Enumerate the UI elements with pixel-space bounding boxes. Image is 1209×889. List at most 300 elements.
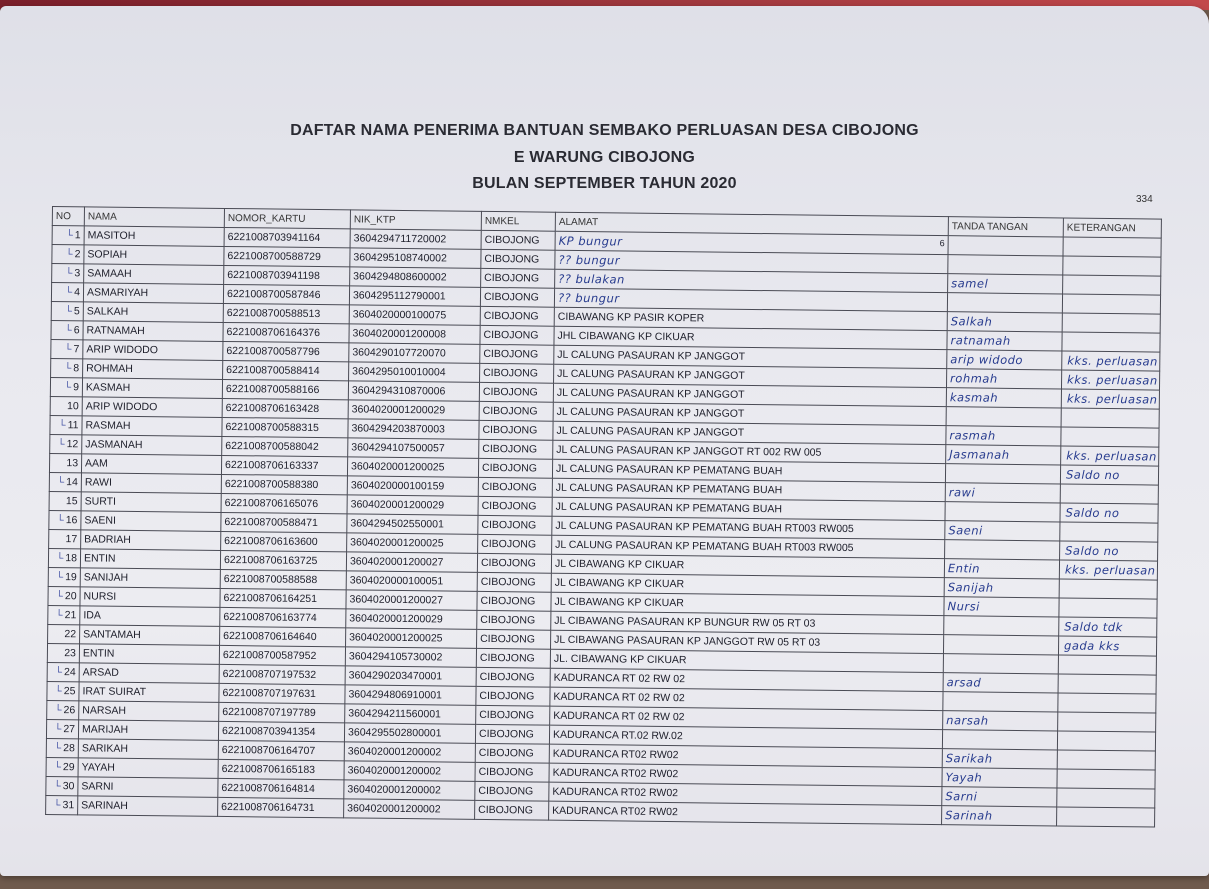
cell-nik-ktp: 3604020001200027 [346, 590, 477, 610]
cell-no [50, 415, 82, 434]
check-mark-icon: └ [65, 230, 73, 242]
cell-nomor-kartu: 6221008706165076 [221, 493, 347, 513]
cell-no [49, 510, 81, 529]
cell-keterangan [1060, 541, 1158, 561]
check-mark-icon: └ [64, 363, 72, 375]
cell-no [52, 245, 84, 264]
cell-nik-ktp: 3604020001200025 [347, 457, 478, 477]
alamat-text: CIBAWANG KP PASIR KOPER [557, 310, 705, 325]
cell-tanda-tangan: Sarinah [942, 806, 1057, 826]
header-keterangan: KETERANGAN [1063, 218, 1161, 238]
cell-no [47, 643, 79, 662]
row-number: 5 [73, 305, 80, 318]
cell-nama: AAM [81, 454, 221, 475]
alamat-suffix: 6 [939, 238, 945, 249]
cell-nik-ktp: 3604020001200008 [349, 324, 480, 344]
alamat-text: JL CIBAWANG PASAURAN KP JANGGOT RW 05 RT 03 [554, 633, 821, 649]
row-number: 14 [66, 476, 78, 489]
cell-nik-ktp: 3604020001200025 [347, 533, 478, 553]
cell-tanda-tangan [948, 236, 1063, 256]
keterangan-text: gada kks [1063, 638, 1120, 654]
cell-nomor-kartu: 6221008706164376 [223, 322, 349, 342]
row-number: 19 [65, 571, 77, 584]
keterangan-text: kks. perluasan [1067, 372, 1158, 388]
check-mark-icon: └ [64, 325, 72, 337]
alamat-text: JL CALUNG PASAURAN KP PEMATANG BUAH [555, 500, 783, 516]
cell-keterangan [1058, 712, 1156, 732]
alamat-text: JL CIBAWANG KP CIKUAR [554, 557, 685, 572]
cell-nama: RASMAH [82, 416, 222, 437]
cell-tanda-tangan: Saeni [945, 521, 1060, 541]
alamat-text: JL CALUNG PASAURAN KP PEMATANG BUAH RT003 RW005 [555, 519, 854, 536]
cell-nmkel: CIBOJONG [478, 515, 552, 535]
cell-keterangan [1060, 484, 1158, 504]
alamat-text: ?? bungur [558, 252, 621, 268]
cell-nomor-kartu: 6221008700588471 [221, 512, 347, 532]
cell-no [48, 624, 80, 643]
cell-no [46, 738, 78, 757]
keterangan-text: Saldo tdk [1064, 619, 1123, 635]
cell-keterangan [1058, 674, 1156, 694]
alamat-text: JL CALUNG PASAURAN KP JANGGOT [556, 424, 745, 439]
cell-no [48, 605, 80, 624]
cell-no [49, 491, 81, 510]
cell-keterangan [1060, 503, 1158, 523]
cell-keterangan [1061, 446, 1159, 466]
cell-nama: ARSAD [79, 663, 219, 684]
alamat-text: KADURANCA RT 02 RW 02 [553, 709, 685, 724]
cell-tanda-tangan: Entin [944, 559, 1059, 579]
cell-nomor-kartu: 6221008700587796 [223, 341, 349, 361]
cell-keterangan [1057, 769, 1155, 789]
cell-tanda-tangan: arip widodo [947, 350, 1062, 370]
cell-nmkel: CIBOJONG [476, 667, 550, 687]
cell-nama: SANIJAH [80, 568, 220, 589]
row-number: 12 [66, 438, 79, 451]
row-number: 21 [64, 609, 77, 622]
cell-tanda-tangan [947, 293, 1062, 313]
check-mark-icon: └ [54, 667, 63, 679]
cell-keterangan [1061, 370, 1159, 390]
cell-keterangan [1063, 256, 1161, 276]
alamat-text: JL CALUNG PASAURAN KP PEMATANG BUAH [555, 481, 783, 497]
cell-nik-ktp: 3604290107720070 [349, 343, 480, 363]
cell-nik-ktp: 3604294105730002 [345, 647, 476, 667]
document-period: BULAN SEPTEMBER TAHUN 2020 [472, 175, 737, 192]
keterangan-text: Saldo no [1065, 505, 1120, 521]
cell-nama: ARIP WIDODO [82, 397, 222, 418]
check-mark-icon: └ [56, 515, 64, 527]
cell-nmkel: CIBOJONG [477, 591, 551, 611]
row-number: 6 [73, 324, 80, 337]
cell-nmkel: CIBOJONG [476, 648, 550, 668]
cell-nomor-kartu: 6221008700588729 [224, 246, 350, 266]
cell-nmkel: CIBOJONG [475, 743, 549, 763]
cell-nama: ASMARIYAH [83, 283, 223, 304]
cell-nik-ktp: 3604020001200002 [344, 742, 475, 762]
check-mark-icon: └ [64, 344, 72, 356]
alamat-text: KADURANCA RT02 RW02 [552, 785, 679, 800]
cell-nama: SARINAH [78, 796, 218, 817]
cell-nomor-kartu: 6221008707197532 [219, 664, 345, 684]
check-mark-icon: └ [57, 439, 65, 451]
cell-nama: JASMANAH [82, 435, 222, 456]
page-number: 334 [1136, 194, 1153, 205]
cell-nik-ktp: 3604294806910001 [345, 685, 476, 705]
cell-no [52, 226, 84, 245]
cell-nmkel: CIBOJONG [478, 496, 552, 516]
document-title: DAFTAR NAMA PENERIMA BANTUAN SEMBAKO PERLUASAN DESA CIBOJONG [290, 122, 919, 139]
cell-tanda-tangan: Yayah [942, 768, 1057, 788]
cell-nomor-kartu: 6221008706163337 [221, 455, 347, 475]
cell-tanda-tangan: kasmah [946, 388, 1061, 408]
row-number: 3 [74, 267, 81, 280]
cell-nik-ktp: 3604020001200002 [344, 780, 475, 800]
cell-nik-ktp: 3604294502550001 [347, 514, 478, 534]
cell-nama: SAENI [81, 511, 221, 532]
cell-tanda-tangan: samel [948, 274, 1063, 294]
alamat-text: JL CALUNG PASAURAN KP JANGGOT [556, 386, 745, 401]
cell-nik-ktp: 3604020000100159 [347, 476, 478, 496]
cell-tanda-tangan: Salkah [947, 312, 1062, 332]
cell-nmkel: CIBOJONG [479, 382, 553, 402]
cell-keterangan [1062, 351, 1160, 371]
cell-tanda-tangan [945, 502, 1060, 522]
cell-nmkel: CIBOJONG [475, 781, 549, 801]
cell-keterangan [1061, 408, 1159, 428]
cell-keterangan [1061, 389, 1159, 409]
cell-tanda-tangan: rawi [945, 483, 1060, 503]
row-number: 27 [63, 723, 76, 736]
alamat-text: KP bungur [558, 233, 623, 249]
cell-tanda-tangan: Sarni [942, 787, 1057, 807]
cell-nmkel: CIBOJONG [480, 306, 554, 326]
cell-no [51, 358, 83, 377]
cell-no [46, 776, 78, 795]
cell-nik-ktp: 3604020001200027 [346, 552, 477, 572]
cell-nik-ktp: 3604020000100051 [346, 571, 477, 591]
cell-keterangan [1057, 788, 1155, 808]
cell-nama: MASITOH [84, 226, 224, 247]
row-number: 15 [65, 495, 78, 508]
cell-no [49, 472, 81, 491]
cell-no [51, 339, 83, 358]
check-mark-icon: └ [55, 610, 63, 622]
cell-tanda-tangan [944, 616, 1059, 636]
cell-nmkel: CIBOJONG [478, 534, 552, 554]
cell-nmkel: CIBOJONG [478, 458, 552, 478]
cell-keterangan [1060, 522, 1158, 542]
cell-no [50, 434, 82, 453]
cell-no [48, 548, 80, 567]
check-mark-icon: └ [65, 287, 73, 299]
cell-nmkel: CIBOJONG [479, 420, 553, 440]
cell-no [47, 681, 79, 700]
recipient-table [45, 206, 1162, 828]
row-number: 11 [67, 419, 79, 432]
row-number: 18 [65, 552, 78, 565]
cell-nmkel: CIBOJONG [476, 686, 550, 706]
cell-nama: ROHMAH [83, 359, 223, 380]
row-number: 4 [74, 286, 81, 299]
cell-nik-ktp: 3604290203470001 [345, 666, 476, 686]
alamat-text: JL CALUNG PASAURAN KP JANGGOT [557, 367, 745, 382]
keterangan-text: kks. perluasan [1067, 353, 1158, 369]
cell-keterangan [1057, 750, 1155, 770]
header-nama: NAMA [84, 207, 224, 228]
cell-nomor-kartu: 6221008707197631 [219, 683, 345, 703]
check-mark-icon: └ [63, 382, 72, 394]
row-number: 20 [64, 590, 77, 603]
cell-nama: SARNI [78, 777, 218, 798]
cell-nama: NARSAH [79, 701, 219, 722]
row-number: 7 [73, 343, 80, 356]
cell-no [51, 283, 83, 302]
cell-nomor-kartu: 6221008700588513 [223, 303, 349, 323]
cell-nmkel: CIBOJONG [477, 553, 551, 573]
cell-no [48, 567, 80, 586]
cell-nik-ktp: 3604020001200025 [346, 628, 477, 648]
cell-nama: NURSI [80, 587, 220, 608]
alamat-text: KADURANCA RT02 RW02 [552, 766, 679, 781]
cell-nomor-kartu: 6221008700588380 [221, 474, 347, 494]
cell-keterangan [1060, 465, 1158, 485]
cell-nmkel: CIBOJONG [479, 439, 553, 459]
cell-nama: MARIJAH [78, 720, 218, 741]
check-mark-icon: └ [54, 705, 62, 717]
cell-keterangan [1059, 617, 1157, 637]
cell-nama: SAMAAH [84, 264, 224, 285]
cell-nama: RATNAMAH [83, 321, 223, 342]
cell-keterangan [1058, 636, 1156, 656]
check-mark-icon: └ [64, 306, 73, 318]
cell-nmkel: CIBOJONG [475, 800, 549, 820]
alamat-text: ?? bulakan [558, 271, 625, 287]
header-no: NO [52, 207, 84, 226]
alamat-text: JL CALUNG PASAURAN KP JANGGOT [557, 348, 746, 363]
header-alamat: ALAMAT [555, 212, 948, 235]
cell-tanda-tangan [946, 407, 1061, 427]
cell-nomor-kartu: 6221008707197789 [219, 702, 345, 722]
cell-nmkel: CIBOJONG [477, 610, 551, 630]
cell-nmkel: CIBOJONG [481, 230, 555, 250]
cell-nik-ktp: 3604294310870006 [348, 381, 479, 401]
check-mark-icon: └ [56, 553, 64, 565]
row-number: 2 [74, 248, 81, 261]
alamat-text: JL CALUNG PASAURAN KP PEMATANG BUAH RT003 RW005 [555, 538, 854, 555]
cell-nama: IRAT SUIRAT [79, 682, 219, 703]
cell-tanda-tangan: rasmah [946, 426, 1061, 446]
keterangan-text: Saldo no [1065, 467, 1120, 483]
cell-alamat [549, 801, 942, 824]
check-mark-icon: └ [55, 572, 64, 584]
alamat-text: JL CALUNG PASAURAN KP PEMATANG BUAH [555, 462, 783, 478]
keterangan-text: kks. perluasan [1064, 562, 1156, 578]
cell-nomor-kartu: 6221008706164251 [220, 588, 346, 608]
cell-no [47, 662, 79, 681]
cell-nik-ktp: 3604020000100075 [349, 305, 480, 325]
cell-nomor-kartu: 6221008706164640 [220, 626, 346, 646]
row-number: 31 [62, 799, 75, 812]
cell-nomor-kartu: 6221008700587952 [219, 645, 345, 665]
cell-nama: SARIKAH [78, 739, 218, 760]
cell-nmkel: CIBOJONG [475, 762, 549, 782]
alamat-text: JL CALUNG PASAURAN KP JANGGOT RT 002 RW 005 [556, 443, 822, 459]
cell-nmkel: CIBOJONG [480, 287, 554, 307]
cell-no [46, 719, 78, 738]
cell-keterangan [1057, 807, 1155, 827]
cell-nik-ktp: 3604294711720002 [350, 229, 481, 249]
check-mark-icon: └ [57, 477, 65, 489]
table-body [46, 226, 1162, 828]
check-mark-icon: └ [55, 591, 63, 603]
keterangan-text: kks. perluasan [1066, 391, 1158, 407]
row-number: 26 [63, 704, 76, 717]
cell-keterangan [1062, 294, 1160, 314]
alamat-text: KADURANCA RT.02 RW.02 [552, 728, 683, 743]
cell-nmkel: CIBOJONG [481, 268, 555, 288]
cell-nik-ktp: 3604020001200029 [348, 400, 479, 420]
cell-nik-ktp: 3604020001200029 [347, 495, 478, 515]
cell-tanda-tangan: arsad [943, 673, 1058, 693]
row-number: 16 [65, 514, 78, 527]
check-mark-icon: └ [53, 800, 61, 812]
cell-tanda-tangan: narsah [943, 711, 1058, 731]
cell-nik-ktp: 3604295112790001 [349, 286, 480, 306]
row-number: 9 [73, 381, 80, 394]
cell-nomor-kartu: 6221008706164814 [218, 778, 344, 798]
cell-nmkel: CIBOJONG [476, 705, 550, 725]
cell-no [47, 700, 79, 719]
cell-nik-ktp: 3604020001200002 [344, 799, 475, 819]
alamat-text: JL CIBAWANG KP CIKUAR [554, 576, 685, 591]
check-mark-icon: └ [53, 781, 61, 793]
alamat-text: ?? bungur [557, 290, 620, 306]
cell-no [46, 795, 78, 814]
row-number: 13 [66, 457, 79, 470]
cell-nomor-kartu: 6221008706164707 [218, 740, 344, 760]
header-nomor-kartu: NOMOR_KARTU [224, 208, 350, 228]
cell-nik-ktp: 3604294808600002 [350, 267, 481, 287]
cell-tanda-tangan [943, 635, 1058, 655]
cell-nmkel: CIBOJONG [475, 724, 549, 744]
check-mark-icon: └ [54, 686, 62, 698]
check-mark-icon: └ [54, 724, 62, 736]
cell-nomor-kartu: 6221008700588042 [222, 436, 348, 456]
cell-tanda-tangan: Sanijah [944, 578, 1059, 598]
keterangan-text: Saldo no [1065, 543, 1120, 559]
cell-nomor-kartu: 6221008706164731 [218, 797, 344, 817]
cell-nama: ARIP WIDODO [83, 340, 223, 361]
cell-nik-ktp: 3604295108740002 [350, 248, 481, 268]
cell-nik-ktp: 3604295010010004 [349, 362, 480, 382]
cell-nomor-kartu: 6221008700588414 [223, 360, 349, 380]
cell-no [46, 757, 78, 776]
cell-keterangan [1058, 655, 1156, 675]
cell-keterangan [1059, 598, 1157, 618]
cell-tanda-tangan [948, 255, 1063, 275]
cell-nmkel: CIBOJONG [480, 344, 554, 364]
cell-nomor-kartu: 6221008706165183 [218, 759, 344, 779]
header-nmkel: NMKEL [481, 211, 555, 231]
document-subtitle: E WARUNG CIBOJONG [513, 149, 696, 166]
cell-nmkel: CIBOJONG [478, 477, 552, 497]
cell-keterangan [1063, 275, 1161, 295]
cell-nik-ktp: 3604020001200029 [346, 609, 477, 629]
cell-nmkel: CIBOJONG [480, 363, 554, 383]
cell-nomor-kartu: 6221008700587846 [223, 284, 349, 304]
cell-nomor-kartu: 6221008700588315 [222, 417, 348, 437]
row-number: 25 [63, 685, 76, 698]
cell-nmkel: CIBOJONG [479, 401, 553, 421]
cell-nomor-kartu: 6221008703941164 [224, 227, 350, 247]
header-nik-ktp: NIK_KTP [350, 210, 481, 230]
row-number: 29 [62, 761, 75, 774]
cell-nama: YAYAH [78, 758, 218, 779]
check-mark-icon: └ [65, 249, 73, 261]
alamat-text: KADURANCA RT02 RW02 [552, 804, 678, 819]
cell-nama: BADRIAH [81, 530, 221, 551]
cell-nomor-kartu: 6221008703941354 [218, 721, 344, 741]
row-number: 28 [63, 742, 75, 755]
cell-nmkel: CIBOJONG [481, 249, 555, 269]
cell-nomor-kartu: 6221008706163774 [220, 607, 346, 627]
row-number: 22 [64, 628, 77, 641]
cell-tanda-tangan: Jasmanah [946, 445, 1061, 465]
cell-nik-ktp: 3604020001200002 [344, 761, 475, 781]
cell-nama: SANTAMAH [80, 625, 220, 646]
cell-nomor-kartu: 6221008700588166 [222, 379, 348, 399]
cell-tanda-tangan: rohmah [946, 369, 1061, 389]
check-mark-icon: └ [53, 762, 62, 774]
cell-keterangan [1057, 731, 1155, 751]
cell-no [49, 529, 81, 548]
check-mark-icon: └ [65, 268, 73, 280]
cell-nomor-kartu: 6221008706163428 [222, 398, 348, 418]
cell-nama: ENTIN [80, 549, 220, 570]
cell-nama: ENTIN [79, 644, 219, 665]
cell-keterangan [1059, 579, 1157, 599]
cell-no [49, 453, 81, 472]
cell-tanda-tangan [943, 692, 1058, 712]
cell-no [51, 301, 83, 320]
cell-keterangan [1063, 237, 1161, 257]
cell-keterangan [1061, 427, 1159, 447]
cell-tanda-tangan [945, 464, 1060, 484]
alamat-text: JHL CIBAWANG KP CIKUAR [557, 329, 695, 344]
cell-nomor-kartu: 6221008706163725 [220, 550, 346, 570]
cell-nik-ktp: 3604294211560001 [345, 704, 476, 724]
cell-no [51, 320, 83, 339]
cell-no [48, 586, 80, 605]
cell-nik-ktp: 3604294203870003 [348, 419, 479, 439]
alamat-text: KADURANCA RT02 RW02 [552, 747, 679, 762]
cell-keterangan [1058, 693, 1156, 713]
cell-no [50, 396, 82, 415]
row-number: 10 [66, 400, 79, 413]
cell-nama: KASMAH [82, 378, 222, 399]
cell-nama: RAWI [81, 473, 221, 494]
cell-nik-ktp: 3604295502800001 [344, 723, 475, 743]
cell-nmkel: CIBOJONG [480, 325, 554, 345]
row-number: 1 [74, 229, 81, 242]
cell-nomor-kartu: 6221008703941198 [224, 265, 350, 285]
alamat-text: JL CIBAWANG KP CIKUAR [554, 595, 684, 610]
cell-tanda-tangan [942, 730, 1057, 750]
cell-keterangan [1062, 313, 1160, 333]
cell-keterangan [1059, 560, 1157, 580]
check-mark-icon: └ [54, 743, 62, 755]
